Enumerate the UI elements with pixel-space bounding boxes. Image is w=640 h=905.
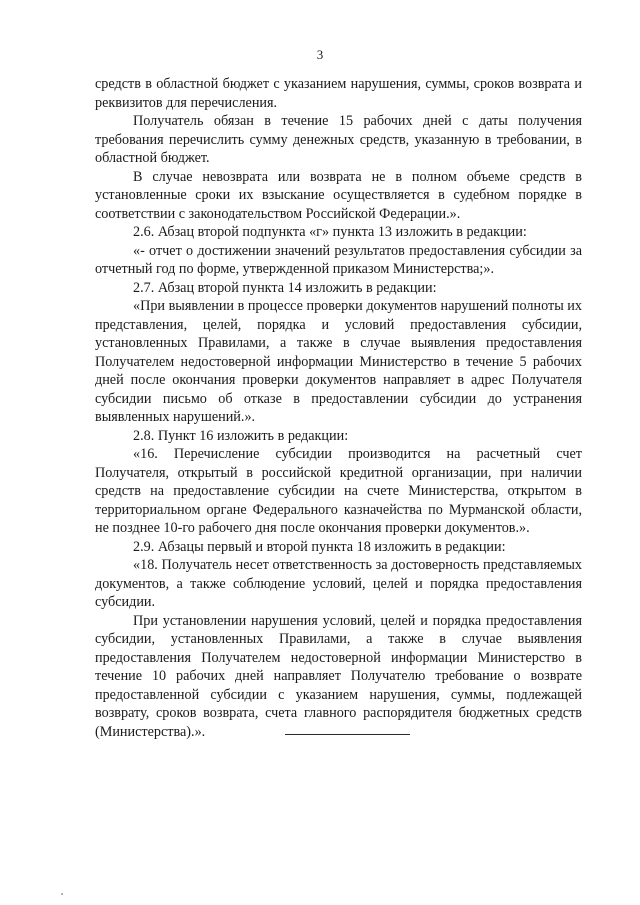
document-body [95,75,582,741]
scan-speck [61,893,63,895]
page-number: 3 [316,47,324,62]
paragraph: 2.8. Пункт 16 изложить в редакции: [133,427,349,444]
paragraph: Получатель обязан в течение 15 рабочих дней с даты получения требования перечислить сумму денежных средств, указанную в требовании, в областной бюджет. [95,113,582,166]
end-separator-line [285,734,410,735]
paragraph: «18. Получатель несет ответственность за достоверность представляемых документов, а также соблюдение условий, целей и порядка предоставления субсидии. [95,557,582,610]
paragraph: средств в областной бюджет с указанием нарушения, суммы, сроков возврата и реквизитов для перечисления. [95,76,582,111]
paragraph: 2.9. Абзацы первый и второй пункта 18 изложить в редакции: [133,538,506,555]
paragraph: «- отчет о достижении значений результатов предоставления субсидии за отчетный год по форме, утвержденной приказом Министерства;». [95,242,582,277]
paragraph: «При выявлении в процессе проверки документов нарушений полноты их представления, целей, порядка и условий предоставления субсидии, установленных Правилами, а также в случае выявления предоставления Получателем недостоверной информации Министерство в течение 5 рабочих дней после окончания проверки документов направляет в адрес Получателя субсидии письмо об отказе в предоставлении субсидии до устранения выявленных нарушений.». [95,298,582,425]
paragraph: 2.7. Абзац второй пункта 14 изложить в редакции: [133,279,437,296]
paragraph: «16. Перечисление субсидии производится на расчетный счет Получателя, открытый в российской кредитной организации, при наличии средств на предоставление субсидии на счете Министерства, открытом в территориальном органе Федерального казначейства по Мурманской области, не позднее 10-го рабочего дня после окончания проверки документов.». [95,446,582,536]
paragraph: При установлении нарушения условий, целей и порядка предоставления субсидии, установленных Правилами, а также в случае выявления предоставления Получателем недостоверной информации Министерство в течение 10 рабочих дней направляет Получателю требование о возврате предоставленной субсидии с указанием нарушения, суммы, подлежащей возврату, сроков возврата, счета главного распорядителя бюджетных средств (Министерства).». [95,612,582,740]
paragraph: В случае невозврата или возврата не в полном объеме средств в установленные сроки их взыскание осуществляется в судебном порядке в соответствии с законодательством Российской Федерации.». [95,168,582,222]
paragraph: 2.6. Абзац второй подпункта «г» пункта 13 изложить в редакции: [133,224,527,240]
